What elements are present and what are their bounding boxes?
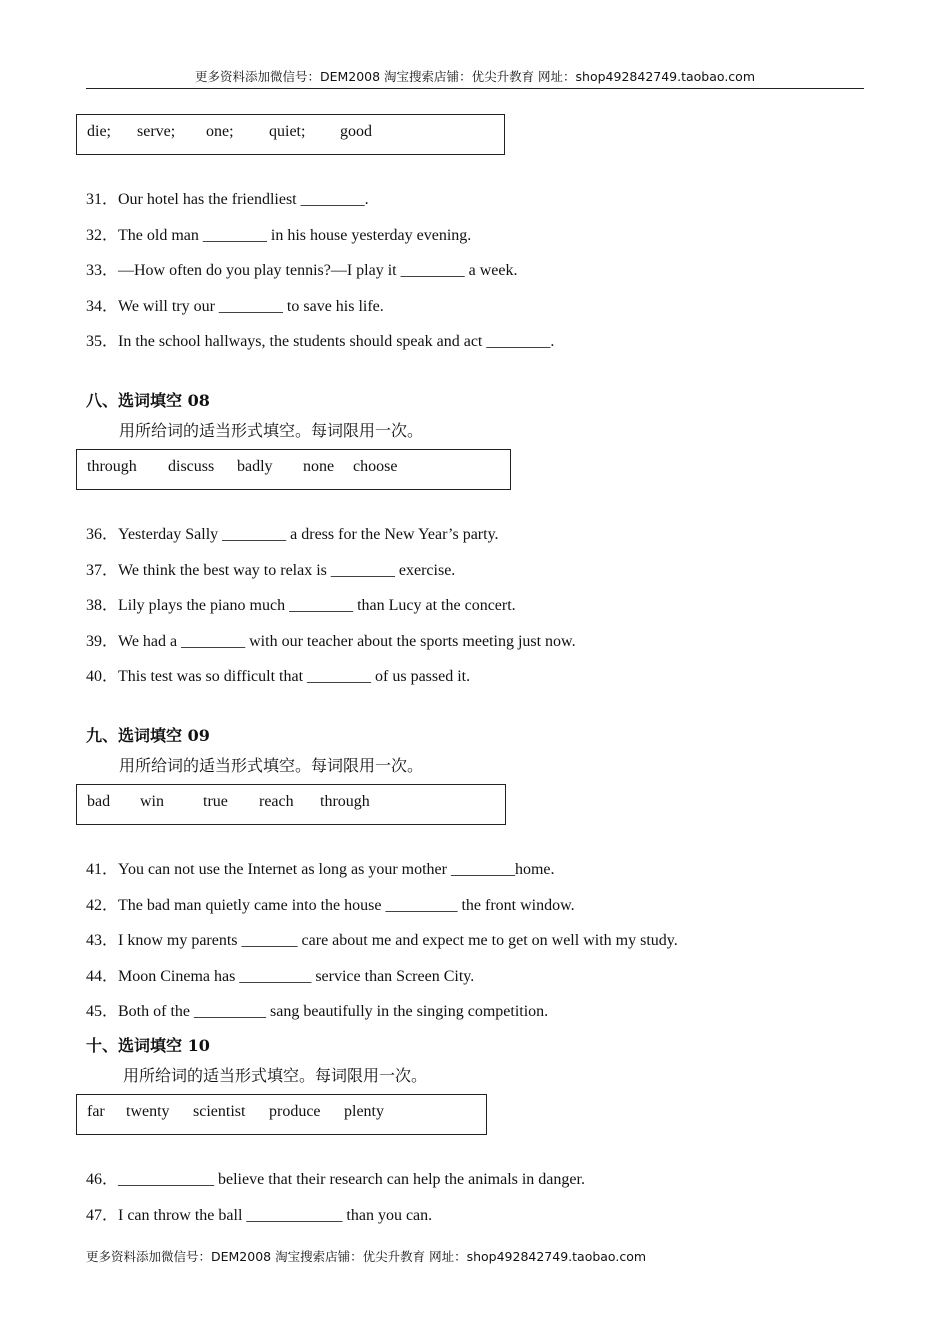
question-40: 40．This test was so difficult that ________ of us passed it. — [86, 668, 471, 685]
word: die; — [87, 123, 111, 140]
word: bad — [87, 793, 111, 810]
word: quiet; — [269, 123, 306, 140]
section-10-title: 十、选词填空 10 — [86, 1036, 210, 1055]
word: one; — [206, 123, 234, 140]
word: through — [320, 793, 370, 810]
word: twenty — [126, 1103, 170, 1120]
word-box-10 — [76, 1094, 487, 1135]
question-38: 38．Lily plays the piano much ________ than Lucy at the concert. — [86, 597, 516, 614]
section-8-title: 八、选词填空 08 — [86, 391, 210, 410]
word: through — [87, 458, 137, 475]
word: serve; — [137, 123, 176, 140]
word: true — [203, 793, 228, 810]
word: badly — [237, 458, 273, 475]
word: discuss — [168, 458, 215, 475]
question-43: 43．I know my parents _______ care about me and expect me to get on well with my study. — [86, 932, 678, 949]
word: far — [87, 1103, 105, 1120]
question-44: 44．Moon Cinema has _________ service than Screen City. — [86, 968, 475, 985]
question-41: 41．You can not use the Internet as long as your mother ________home. — [86, 861, 555, 878]
question-45: 45．Both of the _________ sang beautifully in the singing competition. — [86, 1003, 549, 1020]
word-box-8 — [76, 449, 511, 490]
word: produce — [269, 1103, 321, 1120]
word: scientist — [193, 1103, 246, 1120]
section-9-instruction: 用所给词的适当形式填空。每词限用一次。 — [119, 756, 424, 775]
question-46: 46．____________ believe that their research can help the animals in danger. — [86, 1171, 585, 1188]
word: none — [303, 458, 335, 475]
word: choose — [353, 458, 398, 475]
page-header: 更多资料添加微信号：DEM2008 淘宝搜索店铺：优尖升教育 网址：shop492842749.taobao.com — [86, 68, 864, 89]
word: good — [340, 123, 372, 140]
question-35: 35．In the school hallways, the students should speak and act ________. — [86, 333, 555, 350]
question-34: 34．We will try our ________ to save his life. — [86, 298, 384, 315]
section-8-instruction: 用所给词的适当形式填空。每词限用一次。 — [119, 421, 424, 440]
word: win — [140, 793, 164, 810]
word: plenty — [344, 1103, 384, 1120]
question-31: 31．Our hotel has the friendliest ________. — [86, 191, 369, 208]
question-47: 47．I can throw the ball ____________ than you can. — [86, 1207, 433, 1224]
question-37: 37．We think the best way to relax is ________ exercise. — [86, 562, 456, 579]
question-32: 32．The old man ________ in his house yesterday evening. — [86, 227, 472, 244]
page-footer: 更多资料添加微信号：DEM2008 淘宝搜索店铺：优尖升教育 网址：shop492842749.taobao.com — [86, 1249, 647, 1264]
section-10-instruction: 用所给词的适当形式填空。每词限用一次。 — [123, 1066, 428, 1085]
word: reach — [259, 793, 294, 810]
word-box-9 — [76, 784, 506, 825]
question-42: 42．The bad man quietly came into the house _________ the front window. — [86, 897, 575, 914]
question-33: 33．—How often do you play tennis?—I play it ________ a week. — [86, 262, 518, 279]
section-9-title: 九、选词填空 09 — [86, 726, 210, 745]
word-box-7 — [76, 114, 505, 155]
question-39: 39．We had a ________ with our teacher about the sports meeting just now. — [86, 633, 576, 650]
question-36: 36．Yesterday Sally ________ a dress for the New Year’s party. — [86, 526, 499, 543]
